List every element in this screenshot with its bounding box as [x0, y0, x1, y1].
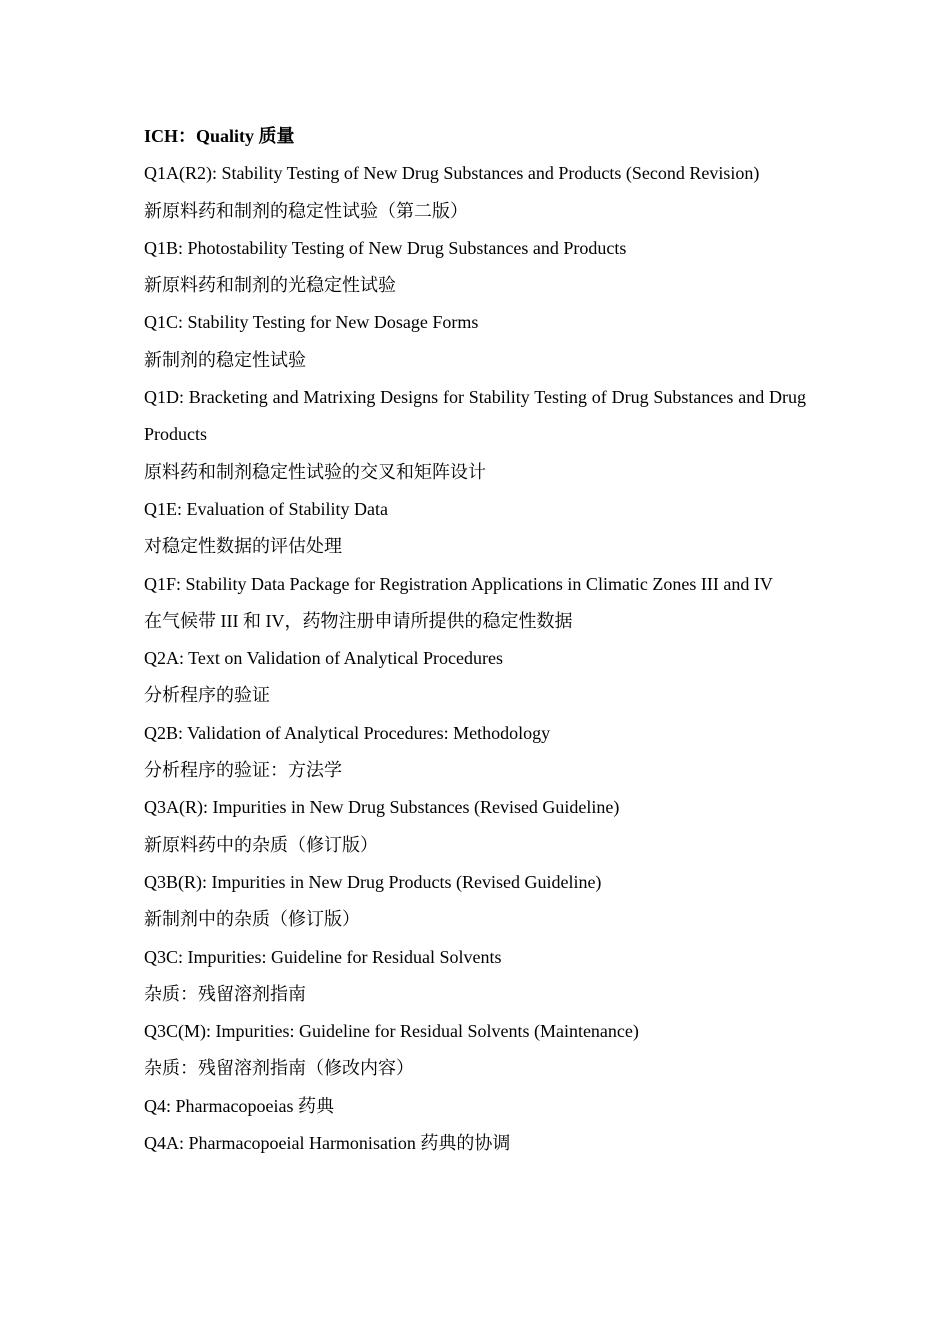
- guideline-title-en: Q1D: Bracketing and Matrixing Designs for Stability Testing of Drug Substances and Drug Products: [144, 387, 806, 445]
- guideline-title-en: Q1B: Photostability Testing of New Drug Substances and Products: [144, 237, 627, 258]
- guideline-title-en: Q1C: Stability Testing for New Dosage Forms: [144, 312, 479, 333]
- guideline-title-zh: 杂质：残留溶剂指南（修改内容）: [144, 1058, 414, 1079]
- guideline-title-zh: 新原料药和制剂的光稳定性试验: [144, 275, 396, 296]
- guideline-title-zh: 对稳定性数据的评估处理: [144, 536, 342, 557]
- guideline-title-en: Q2A: Text on Validation of Analytical Procedures: [144, 648, 504, 669]
- guideline-title-en: Q1A(R2): Stability Testing of New Drug Substances and Products (Second Revision): [144, 163, 760, 184]
- guideline-title-en: Q3B(R): Impurities in New Drug Products (Revised Guideline): [144, 871, 602, 892]
- guideline-title-zh: 杂质：残留溶剂指南: [144, 983, 306, 1004]
- guideline-title-en: Q3C: Impurities: Guideline for Residual Solvents: [144, 946, 502, 967]
- guideline-title-en: Q1F: Stability Data Package for Registration Applications in Climatic Zones III and IV: [144, 573, 773, 594]
- guideline-title-zh: 新原料药和制剂的稳定性试验（第二版）: [144, 200, 468, 221]
- guideline-title-en: Q1E: Evaluation of Stability Data: [144, 498, 388, 519]
- guideline-title-en: Q3C(M): Impurities: Guideline for Residual Solvents (Maintenance): [144, 1021, 639, 1042]
- guideline-title-zh: 分析程序的验证：方法学: [144, 760, 342, 781]
- guideline-title-zh: 分析程序的验证: [144, 685, 270, 706]
- guideline-title-zh: 新制剂中的杂质（修订版）: [144, 909, 360, 930]
- document-body: [144, 118, 806, 1162]
- section-heading: ICH：Quality 质量: [144, 126, 295, 146]
- guideline-title-pharmacopoeias: Q4: Pharmacopoeias 药典: [144, 1095, 334, 1116]
- guideline-title-en: Q2B: Validation of Analytical Procedures: Methodology: [144, 722, 551, 743]
- guideline-title-zh: 新制剂的稳定性试验: [144, 349, 306, 370]
- guideline-title-zh: 新原料药中的杂质（修订版）: [144, 834, 378, 855]
- guideline-title-en: Q3A(R): Impurities in New Drug Substances (Revised Guideline): [144, 797, 620, 818]
- guideline-title-zh: 原料药和制剂稳定性试验的交叉和矩阵设计: [144, 461, 486, 482]
- guideline-title-zh: 在气候带 III 和 IV，药物注册申请所提供的稳定性数据: [144, 610, 573, 631]
- guideline-title-pharmacopoeial-harmonisation: Q4A: Pharmacopoeial Harmonisation 药典的协调: [144, 1133, 511, 1154]
